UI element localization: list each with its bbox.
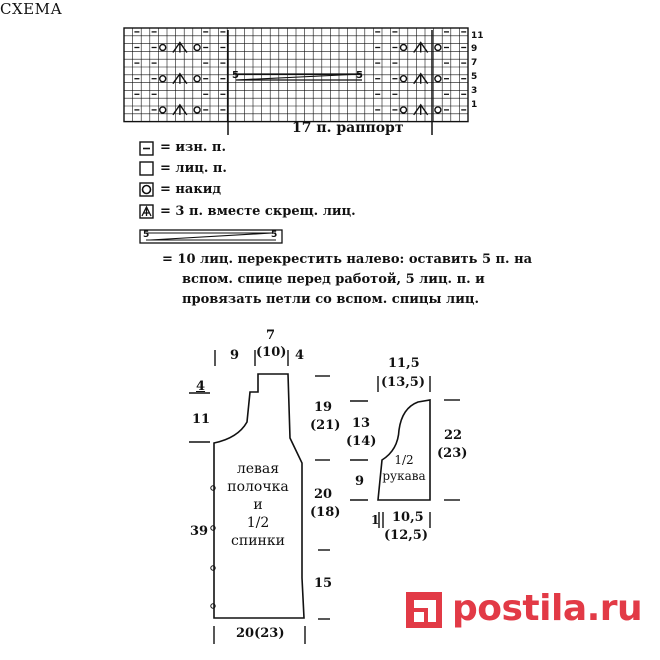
front-neck-side: 4 xyxy=(295,348,305,363)
sleeve-label-line: рукава xyxy=(382,469,426,483)
front-upper-right-alt: (21) xyxy=(310,418,341,433)
front-top-width-alt: (10) xyxy=(256,345,287,360)
front-label-line: левая xyxy=(236,461,280,477)
sleeve-lower-height: 9 xyxy=(355,474,365,489)
chart-title: СХЕМА xyxy=(0,0,63,18)
row-number: 1 xyxy=(471,100,478,110)
cable-cross-desc-line: провязать петли со вспом. спицы лиц. xyxy=(182,292,479,307)
sleeve-bottom-width: 10,5 xyxy=(392,510,424,525)
sleeve-right-height-alt: (23) xyxy=(437,446,468,461)
sleeve-cap-height: 13 xyxy=(352,416,371,431)
front-lower-right: 15 xyxy=(314,576,333,591)
front-label-line: и xyxy=(253,497,263,513)
sleeve-cuff-offset: 1 xyxy=(371,513,380,527)
watermark-logo-icon xyxy=(406,592,442,628)
sleeve-label-line: 1/2 xyxy=(394,453,414,467)
sleeve-right-height: 22 xyxy=(444,428,463,443)
sleeve-bottom-width-alt: (12,5) xyxy=(384,528,428,543)
front-piece-label xyxy=(218,460,298,550)
sleeve-piece-label xyxy=(378,452,430,484)
row-number: 9 xyxy=(471,44,478,54)
front-label-line: полочка xyxy=(227,479,289,495)
row-number: 11 xyxy=(471,31,484,41)
legend-cross-marker-right: 5 xyxy=(271,230,278,240)
cable-cross-desc-line: = 10 лиц. перекрестить налево: оставить 5 п. на xyxy=(162,252,533,267)
row-number: 7 xyxy=(471,58,478,68)
front-middle-right-alt: (18) xyxy=(310,505,341,520)
front-middle-right: 20 xyxy=(314,487,333,502)
front-shoulder-drop: 4 xyxy=(196,379,206,394)
watermark-text: postila.ru xyxy=(452,588,643,629)
legend-purl: = изн. п. xyxy=(160,140,226,155)
chart-cross-marker-left: 5 xyxy=(232,70,239,81)
front-upper-right: 19 xyxy=(314,400,333,415)
cable-cross-desc-line: вспом. спице перед работой, 5 лиц. п. и xyxy=(182,272,485,287)
repeat-label: 17 п. раппорт xyxy=(292,120,404,136)
front-shoulder: 9 xyxy=(230,348,240,363)
legend-k3tog: = 3 п. вместе скрещ. лиц. xyxy=(160,204,356,219)
chart-cross-marker-right: 5 xyxy=(356,70,363,81)
sleeve-top-width: 11,5 xyxy=(388,356,420,371)
front-total-height: 39 xyxy=(190,524,209,539)
front-label-line: спинки xyxy=(231,533,285,549)
front-armhole-height: 11 xyxy=(192,412,211,427)
sleeve-outline xyxy=(378,400,430,500)
legend-knit: = лиц. п. xyxy=(160,161,227,176)
legend-cross-marker-left: 5 xyxy=(143,230,150,240)
front-top-width: 7 xyxy=(266,328,276,343)
row-number: 5 xyxy=(471,72,478,82)
legend-yarn-over: = накид xyxy=(160,182,222,197)
front-label-line: 1/2 xyxy=(246,515,270,531)
row-number: 3 xyxy=(471,86,478,96)
sleeve-cap-height-alt: (14) xyxy=(346,434,377,449)
sleeve-top-width-alt: (13,5) xyxy=(381,375,425,390)
front-bottom-width: 20(23) xyxy=(236,626,285,641)
